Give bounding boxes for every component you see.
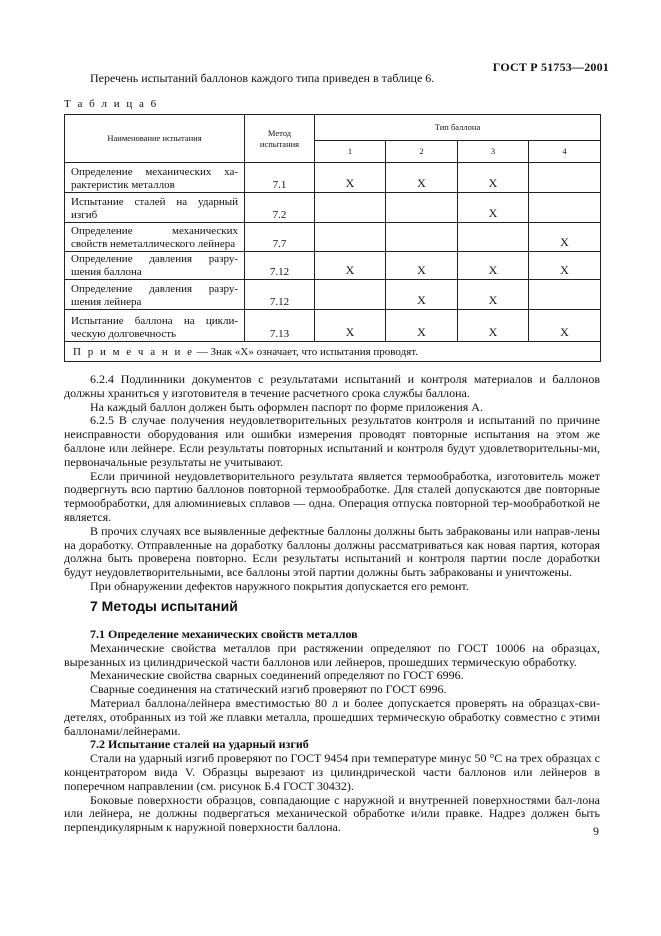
row-mark: [315, 280, 386, 310]
section-6-2: [64, 372, 600, 594]
row-method: 7.2: [245, 193, 315, 223]
header-type-1: 1: [315, 141, 386, 163]
row-mark: X: [386, 310, 458, 342]
table-row: [65, 252, 601, 280]
page-number: 9: [593, 824, 599, 838]
paragraph-7-1-4: Материал баллона/лейнера вместимостью 80 л и более допускается проверять на образцах-сви-детелях, отобранных из той же плавки металла, прошедших термическую обработку совместно с этими баллонами/лейнерами.: [64, 695, 600, 738]
row-method: 7.7: [245, 223, 315, 252]
row-mark: X: [529, 223, 601, 252]
header-type-3: 3: [458, 141, 529, 163]
row-mark: X: [529, 252, 601, 280]
row-mark: X: [529, 310, 601, 342]
row-name-line1: Испытание сталей на ударный: [71, 196, 238, 208]
table-row: [65, 310, 601, 342]
row-name-line2: рактеристик металлов: [71, 179, 175, 191]
row-name-line2: шения баллона: [71, 266, 142, 278]
table-row: [65, 223, 601, 252]
row-name-line2: свойств неметаллического лейнера: [71, 238, 236, 250]
paragraph-passport: На каждый баллон должен быть оформлен паспорт по форме приложения А.: [90, 399, 483, 414]
row-mark: [315, 193, 386, 223]
intro-text: Перечень испытаний баллонов каждого типа приведен в таблице 6.: [90, 71, 435, 85]
header-type-2: 2: [386, 141, 458, 163]
row-name-line1: Определение механических ха-: [71, 166, 238, 178]
row-mark: [529, 163, 601, 193]
paragraph-6-2-4: 6.2.4 Подлинники документов с результатами испытаний и контроля материалов и баллонов должны храниться у изготовителя в течение расчетного срока службы баллона.: [64, 372, 600, 400]
paragraph-7-2-1: Стали на ударный изгиб проверяют по ГОСТ 9454 при температуре минус 50 °С на трех образцах с концентратором вида V. Образцы вырезают из цилиндрической части баллонов или лейнеров в поперечном направлении (см. рисунок Б.4 ГОСТ 30432).: [64, 751, 600, 793]
row-name-line1: Испытание баллона на цикли-: [71, 315, 238, 327]
header-type: Тип баллона: [315, 115, 601, 141]
row-mark: X: [315, 163, 386, 193]
row-mark: [529, 280, 601, 310]
header-name: Наименование испытания: [65, 115, 245, 163]
subsection-7-1-title: 7.1 Определение механических свойств металлов: [90, 627, 358, 641]
section-7-body: [64, 627, 600, 835]
row-method: 7.12: [245, 280, 315, 310]
row-mark: X: [386, 280, 458, 310]
row-mark: X: [315, 310, 386, 342]
row-method: 7.1: [245, 163, 315, 193]
row-name-line1: Определение давления разру-: [71, 253, 238, 265]
paragraph-7-2-2: Боковые поверхности образцов, совпадающие с наружной и внутренней поверхностями бал-лона или лейнера, не должны подвергаться механической обработке и/или правке. Надрез должен быть перпендикулярным к наружной поверхности баллона.: [64, 792, 600, 835]
row-name-line1: Определение давления разру-: [71, 283, 238, 295]
row-name-line1: Определение механических: [71, 225, 238, 237]
section-title: 7 Методы испытаний: [90, 598, 238, 614]
paragraph-defects: В прочих случаях все выявленные дефектные баллоны должны быть забракованы или направ-лены на доработку. Отправленные на доработку баллоны должны рассматриваться как новая партия, которая должна быть проверена повторно. Если результаты испытаний и контроля партии после доработки будут неудовлетворительными, все баллоны этой партии должны быть забракованы и уничтожены.: [64, 523, 600, 580]
row-mark: X: [458, 163, 529, 193]
row-name-line2: ческую долговечность: [71, 328, 177, 340]
paragraph-heat-treatment: Если причиной неудовлетворительного результата является термообработка, изготовитель может подвергнуть всю партию баллонов повторной термообработке. Для сталей допускаются две повторные термообработки, для алюминиевых сплавов — одна. Операция отпуска повторной тер-мообработкой не является.: [64, 468, 600, 524]
row-mark: [529, 193, 601, 223]
row-mark: X: [386, 163, 458, 193]
table-row: [65, 193, 601, 223]
header-type-4: 4: [529, 141, 601, 163]
row-mark: X: [458, 252, 529, 280]
row-name-line2: шения лейнера: [71, 296, 142, 308]
row-mark: [386, 193, 458, 223]
paragraph-7-1-2: Механические свойства сварных соединений определяют по ГОСТ 6996.: [90, 668, 464, 683]
paragraph-7-1-3: Сварные соединения на статический изгиб проверяют по ГОСТ 6996.: [90, 682, 447, 697]
row-mark: [458, 223, 529, 252]
row-mark: X: [386, 252, 458, 280]
row-mark: [315, 223, 386, 252]
row-method: 7.13: [245, 310, 315, 342]
paragraph-6-2-5: 6.2.5 В случае получения неудовлетворительных результатов контроля и испытаний по причине неисправности оборудования или ошибки измерения проводят повторные испытания на этом же баллоне или лейнере. Если результаты повторных испытаний и контроля будут удовлетворительны-ми, первоначальные результаты не учитывают.: [64, 413, 600, 469]
note-text: — Знак «X» означает, что испытания проводят.: [194, 345, 418, 358]
table-note: [65, 342, 601, 362]
document-header: ГОСТ Р 51753—2001: [492, 60, 609, 74]
tests-table: [64, 114, 601, 362]
subsection-7-2-title: 7.2 Испытание сталей на ударный изгиб: [90, 737, 309, 752]
row-mark: [386, 223, 458, 252]
row-mark: X: [458, 280, 529, 310]
row-mark: X: [458, 310, 529, 342]
paragraph-7-1-1: Механические свойства металлов при растяжении определяют по ГОСТ 10006 на образцах, вырезанных из цилиндрической части баллонов или лейнеров, прошедших термическую обработку.: [64, 640, 600, 669]
row-name-line2: изгиб: [71, 209, 98, 221]
note-label: П р и м е ч а н и е: [73, 345, 194, 358]
table-row: [65, 163, 601, 193]
row-method: 7.12: [245, 252, 315, 280]
row-mark: X: [458, 193, 529, 223]
table-row: [65, 280, 601, 310]
header-method: Метод испытания: [245, 115, 315, 163]
row-mark: X: [315, 252, 386, 280]
paragraph-coating: При обнаружении дефектов наружного покрытия допускается его ремонт.: [90, 578, 469, 593]
table-caption: Т а б л и ц а 6: [64, 98, 159, 110]
